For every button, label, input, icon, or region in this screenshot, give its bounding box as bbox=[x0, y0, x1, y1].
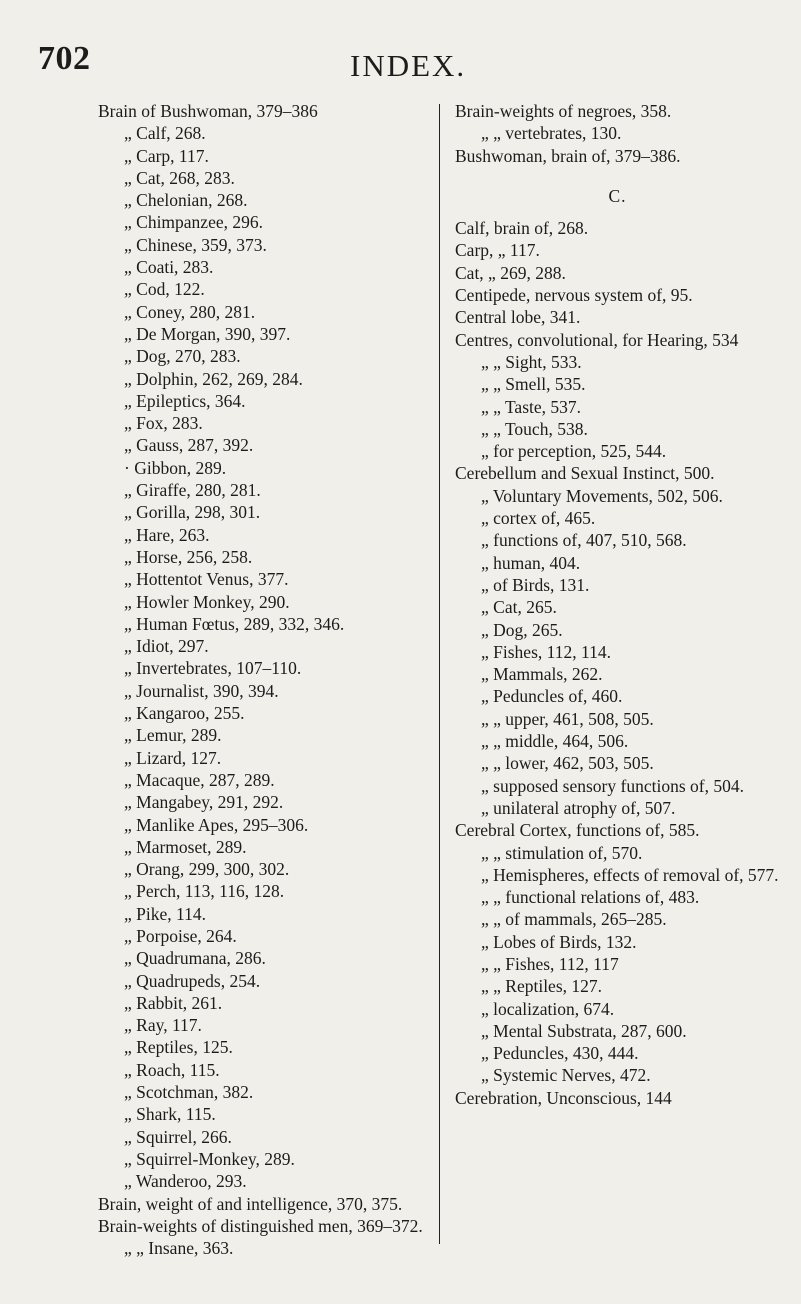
index-entry: „ Mangabey, 291, 292. bbox=[124, 792, 284, 813]
index-entry: „ Chinese, 359, 373. bbox=[124, 234, 267, 255]
index-entry: Cerebellum and Sexual Instinct, 500. bbox=[455, 463, 715, 484]
index-entry: „ Dog, 270, 283. bbox=[124, 346, 241, 367]
index-entry: „ „ upper, 461, 508, 505. bbox=[481, 708, 654, 729]
index-entry: „ Manlike Apes, 295–306. bbox=[124, 814, 309, 835]
index-entry: „ for perception, 525, 544. bbox=[481, 441, 667, 462]
index-entry: „ Fishes, 112, 114. bbox=[481, 641, 611, 662]
index-entry: „ Gauss, 287, 392. bbox=[124, 435, 254, 456]
index-entry: „ cortex of, 465. bbox=[481, 508, 596, 529]
index-entry: „ Hare, 263. bbox=[124, 524, 210, 545]
index-entry: „ Voluntary Movements, 502, 506. bbox=[481, 485, 723, 506]
index-entry: „ Reptiles, 125. bbox=[124, 1037, 233, 1058]
index-entry: „ „ Insane, 363. bbox=[124, 1238, 234, 1259]
index-entry: „ Ray, 117. bbox=[124, 1015, 202, 1036]
index-entry: „ „ lower, 462, 503, 505. bbox=[481, 753, 654, 774]
index-entry: „ Pike, 114. bbox=[124, 903, 206, 924]
column-divider bbox=[439, 104, 440, 1244]
index-entry: „ Hemispheres, effects of removal of, 577. bbox=[481, 864, 779, 885]
index-entry: „ functions of, 407, 510, 568. bbox=[481, 530, 687, 551]
index-entry: Bushwoman, brain of, 379–386. bbox=[455, 145, 681, 166]
index-entry: Cat, „ 269, 288. bbox=[455, 262, 566, 283]
index-entry: „ Lobes of Birds, 132. bbox=[481, 931, 637, 952]
index-entry: Carp, „ 117. bbox=[455, 240, 540, 261]
index-entry: „ Lizard, 127. bbox=[124, 747, 222, 768]
index-entry: „ „ middle, 464, 506. bbox=[481, 731, 629, 752]
index-entry: Brain of Bushwoman, 379–386 bbox=[98, 101, 318, 121]
index-entry: „ Chelonian, 268. bbox=[124, 190, 248, 211]
index-entry: „ „ functional relations of, 483. bbox=[481, 887, 700, 908]
index-entry: „ „ Smell, 535. bbox=[481, 374, 586, 395]
index-entry: „ of Birds, 131. bbox=[481, 574, 590, 595]
index-entry: Central lobe, 341. bbox=[455, 307, 581, 328]
index-entry: „ Fox, 283. bbox=[124, 413, 203, 434]
index-entry: „ Roach, 115. bbox=[124, 1059, 220, 1080]
index-entry: „ „ stimulation of, 570. bbox=[481, 842, 643, 863]
index-entry: „ „ Fishes, 112, 117 bbox=[481, 953, 619, 974]
index-entry: „ Invertebrates, 107–110. bbox=[124, 658, 302, 679]
index-entry: „ Epileptics, 364. bbox=[124, 390, 246, 411]
index-entry: „ Kangaroo, 255. bbox=[124, 703, 245, 724]
index-entry: „ Systemic Nerves, 472. bbox=[481, 1065, 651, 1086]
index-entry: „ Squirrel-Monkey, 289. bbox=[124, 1148, 295, 1169]
index-column-right bbox=[455, 100, 780, 1109]
index-entry: „ Peduncles, 430, 444. bbox=[481, 1043, 639, 1064]
index-entry: „ Shark, 115. bbox=[124, 1104, 216, 1125]
index-entry: „ Coati, 283. bbox=[124, 257, 214, 278]
index-entry: „ Cat, 265. bbox=[481, 597, 557, 618]
index-entry: „ Hottentot Venus, 377. bbox=[124, 569, 289, 590]
index-entry: „ Coney, 280, 281. bbox=[124, 301, 256, 322]
index-entry: „ Idiot, 297. bbox=[124, 636, 209, 657]
index-entry: „ Cod, 122. bbox=[124, 279, 205, 300]
index-column-left bbox=[98, 100, 428, 1259]
index-entry: „ „ Sight, 533. bbox=[481, 351, 582, 372]
index-entry: „ Cat, 268, 283. bbox=[124, 167, 235, 188]
index-entry: „ Mental Substrata, 287, 600. bbox=[481, 1020, 687, 1041]
index-entry: „ unilateral atrophy of, 507. bbox=[481, 797, 676, 818]
index-entry: „ Quadrumana, 286. bbox=[124, 948, 266, 969]
index-entry: „ Howler Monkey, 290. bbox=[124, 591, 290, 612]
index-entry: „ Orang, 299, 300, 302. bbox=[124, 859, 290, 880]
index-entry: „ Squirrel, 266. bbox=[124, 1126, 232, 1147]
index-entry: „ Rabbit, 261. bbox=[124, 992, 223, 1013]
index-entry: „ „ of mammals, 265–285. bbox=[481, 909, 667, 930]
index-entry: „ „ Taste, 537. bbox=[481, 396, 582, 417]
index-entry: „ „ vertebrates, 130. bbox=[481, 123, 622, 144]
index-entry: „ Giraffe, 280, 281. bbox=[124, 480, 261, 501]
index-entry: Brain-weights of distinguished men, 369–372. bbox=[98, 1215, 423, 1236]
index-entry: „ „ Reptiles, 127. bbox=[481, 976, 603, 997]
index-entry: Centres, convolutional, for Hearing, 534 bbox=[455, 329, 739, 350]
index-entry: „ Chimpanzee, 296. bbox=[124, 212, 263, 233]
index-entry: „ Horse, 256, 258. bbox=[124, 546, 253, 567]
index-entry: „ Quadrupeds, 254. bbox=[124, 970, 261, 991]
index-entry: „ Scotchman, 382. bbox=[124, 1082, 254, 1103]
index-entry: „ Wanderoo, 293. bbox=[124, 1171, 247, 1192]
index-entry: Centipede, nervous system of, 95. bbox=[455, 285, 693, 306]
index-entry: „ supposed sensory functions of, 504. bbox=[481, 775, 744, 796]
index-entry: C. bbox=[608, 185, 627, 206]
index-entry: „ human, 404. bbox=[481, 552, 581, 573]
index-entry: Brain-weights of negroes, 358. bbox=[455, 101, 672, 121]
index-entry: „ Perch, 113, 116, 128. bbox=[124, 881, 285, 902]
index-entry: „ localization, 674. bbox=[481, 998, 615, 1019]
index-entry: „ „ Touch, 538. bbox=[481, 418, 588, 439]
index-entry: „ Carp, 117. bbox=[124, 145, 209, 166]
index-entry: „ Lemur, 289. bbox=[124, 725, 222, 746]
page-header: INDEX. bbox=[350, 48, 467, 83]
index-entry: „ Peduncles of, 460. bbox=[481, 686, 623, 707]
index-entry: „ Journalist, 390, 394. bbox=[124, 680, 279, 701]
index-entry: · Gibbon, 289. bbox=[124, 457, 227, 478]
index-entry: „ Marmoset, 289. bbox=[124, 836, 247, 857]
index-entry: Cerebral Cortex, functions of, 585. bbox=[455, 820, 700, 841]
index-entry: „ Dolphin, 262, 269, 284. bbox=[124, 368, 303, 389]
index-entry: „ De Morgan, 390, 397. bbox=[124, 323, 291, 344]
index-entry: „ Porpoise, 264. bbox=[124, 925, 237, 946]
index-entry: „ Dog, 265. bbox=[481, 619, 563, 640]
page-number: 702 bbox=[38, 40, 91, 77]
index-entry: Calf, brain of, 268. bbox=[455, 218, 589, 239]
index-entry: „ Mammals, 262. bbox=[481, 664, 603, 685]
index-entry: Brain, weight of and intelligence, 370, 375. bbox=[98, 1193, 403, 1214]
index-entry: „ Gorilla, 298, 301. bbox=[124, 502, 261, 523]
index-entry: „ Macaque, 287, 289. bbox=[124, 769, 275, 790]
index-entry: „ Calf, 268. bbox=[124, 123, 206, 144]
index-entry: Cerebration, Unconscious, 144 bbox=[455, 1087, 672, 1108]
index-entry: „ Human Fœtus, 289, 332, 346. bbox=[124, 613, 345, 634]
